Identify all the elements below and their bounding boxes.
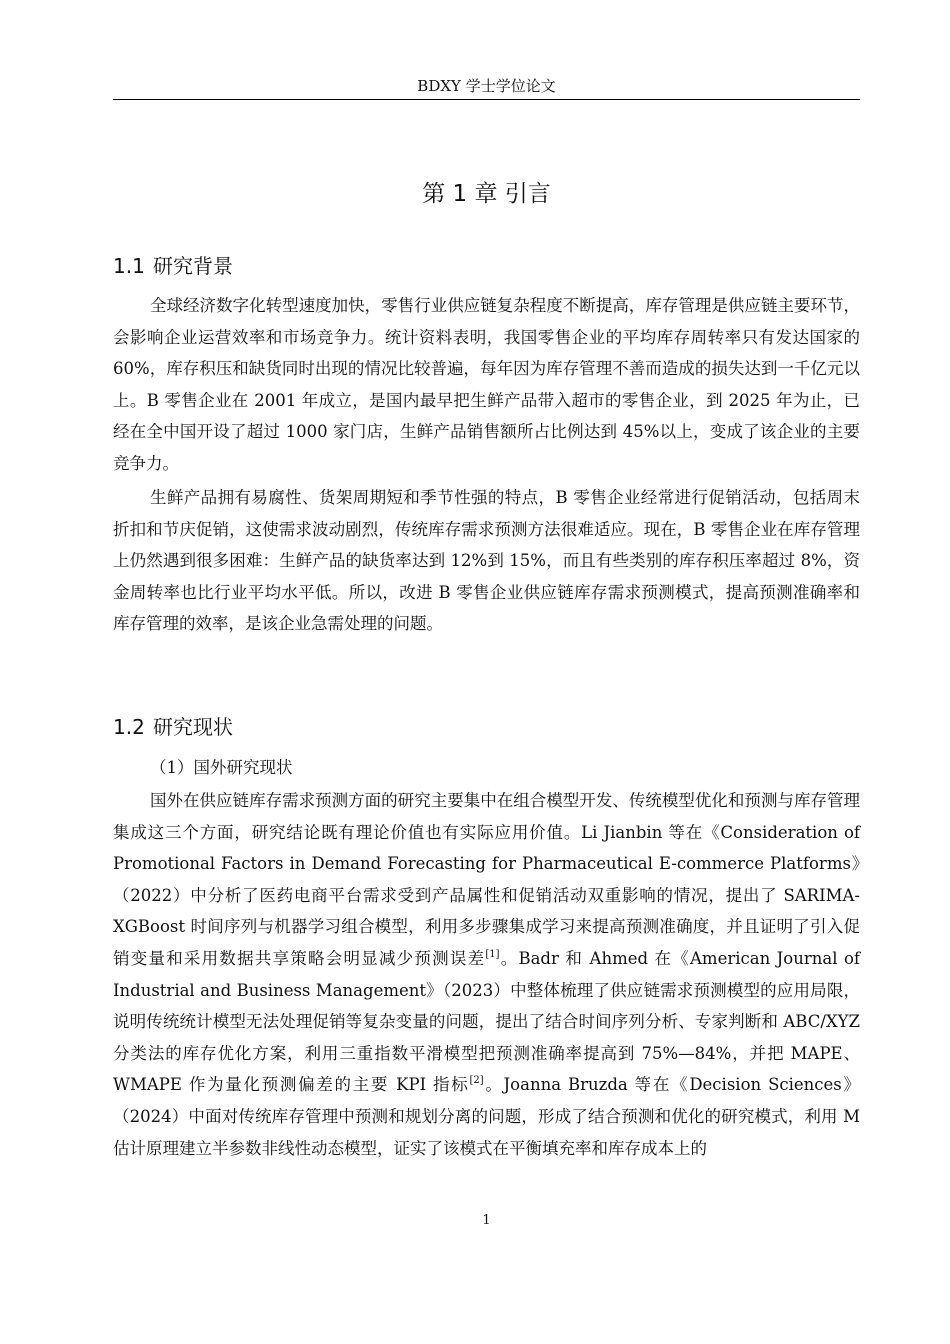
paragraph-background-2: 生鲜产品拥有易腐性、货架周期短和季节性强的特点，B 零售企业经常进行促销活动，包括周末折扣和节庆促销，这使需求波动剧烈，传统库存需求预测方法很难适应。现在，B 零售企业在库存管理上仍然遇到很多困难：生鲜产品的缺货率达到 12%到 15%，而且有些类别的库存积压率超过 8%，资金周转率也比行业平均水平低。所以，改进 B 零售企业供应链库存需求预测模式，提高预测准确率和库存管理的效率，是该企业急需处理的问题。 xyxy=(113,488,860,634)
paragraph-foreign-research xyxy=(113,785,860,1164)
citation-ref[interactable]: [1] xyxy=(485,948,500,960)
paragraph-text: 国外在供应链库存需求预测方面的研究主要集中在组合模型开发、传统模型优化和预测与库存管理集成这三个方面，研究结论既有理论价值也有实际应用价值。Li Jianbin 等在《Consideration of Promotional Factors in Demand Forecasting for Pharmaceutical E-commerce Platforms》（2022）中分析了医药电商平台需求受到产品属性和促销活动双重影响的情况，提出了 SARIMA-XGBoost 时间序列与机器学习组合模型，利用多步骤集成学习来提高预测准确度，并且证明了引入促销变量和采用数据共享策略会明显减少预测误差 xyxy=(113,791,860,968)
paragraph-text: 。Joanna Bruzda 等在《Decision Sciences》（2024）中面对传统库存管理中预测和规划分离的问题，形成了结合预测和优化的研究模式，利用 M 估计原理建立半参数非线性动态模型，证实了该模式在平衡填充率和库存成本上的 xyxy=(113,1075,860,1158)
chapter-title: 第 1 章 引言 xyxy=(422,181,551,207)
page-number: 1 xyxy=(482,1213,491,1228)
section-title: 研究背景 xyxy=(153,254,233,278)
section-number: 1.2 xyxy=(113,715,145,739)
citation-ref[interactable]: [2] xyxy=(469,1075,484,1087)
section-heading-background xyxy=(113,252,233,280)
section-title: 研究现状 xyxy=(153,715,233,739)
section-heading-status xyxy=(113,713,233,741)
running-header: BDXY 学士学位论文 xyxy=(417,77,556,95)
paragraph-text: 。Badr 和 Ahmed 在《American Journal of Industrial and Business Management》（2023）中整体梳理了供应链需求预测模型的应用局限，说明传统统计模型无法处理促销等复杂变量的问题，提出了结合时间序列分析、专家判断和 ABC/XYZ 分类法的库存优化方案，利用三重指数平滑模型把预测准确率提高到 75%—84%，并把 MAPE、WMAPE 作为量化预测偏差的主要 KPI 指标 xyxy=(113,948,860,1095)
paragraph-background-1: 全球经济数字化转型速度加快，零售行业供应链复杂程度不断提高，库存管理是供应链主要环节，会影响企业运营效率和市场竞争力。统计资料表明，我国零售企业的平均库存周转率只有发达国家的 60%，库存积压和缺货同时出现的情况比较普遍，每年因为库存管理不善而造成的损失达到一千亿元以上。B 零售企业在 2001 年成立，是国内最早把生鲜产品带入超市的零售企业，到 2025 年为止，已经在全中国开设了超过 1000 家门店，生鲜产品销售额所占比例达到 45%以上，变成了该企业的主要竞争力。 xyxy=(113,296,860,473)
subheading-foreign-research: （1）国外研究现状 xyxy=(150,758,293,777)
section-number: 1.1 xyxy=(113,254,145,278)
header-rule xyxy=(113,99,860,100)
